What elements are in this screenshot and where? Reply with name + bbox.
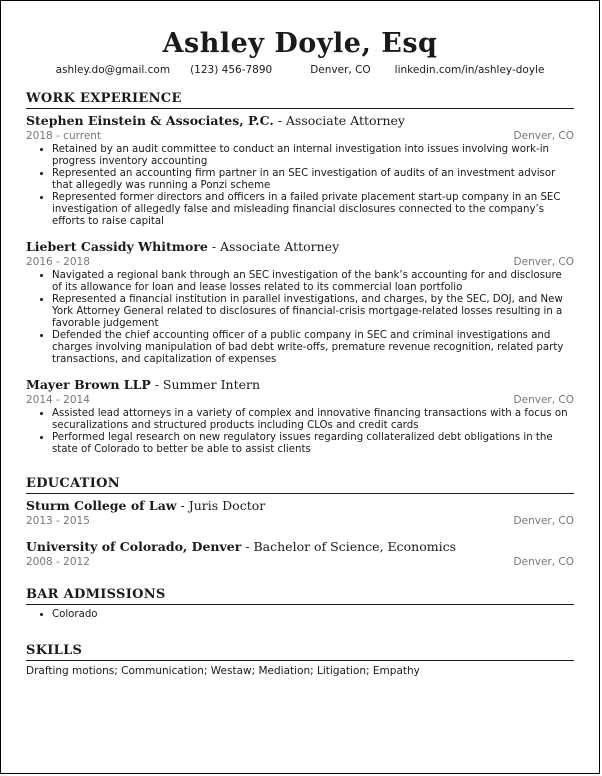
job-heading xyxy=(26,113,574,129)
job-location: Denver, CO xyxy=(513,256,574,268)
candidate-name: Ashley Doyle, Esq xyxy=(162,28,438,59)
job-bullets xyxy=(26,408,574,456)
job-location: Denver, CO xyxy=(513,130,574,142)
education-location: Denver, CO xyxy=(513,556,574,568)
job-bullet: • Retained by an audit committee to conduct an internal investigation into issues involving work-in progress inventory accounting xyxy=(52,144,574,168)
job-bullet: • Performed legal research on new regulatory issues regarding collateralized debt obligations in the state of Colorado to better be able to assist clients xyxy=(52,432,574,456)
section-title-work: WORK EXPERIENCE xyxy=(26,91,574,109)
job-role: - Associate Attorney xyxy=(273,113,405,128)
job-heading xyxy=(26,239,574,255)
job-employer: Liebert Cassidy Whitmore xyxy=(26,239,208,254)
job-role: - Summer Intern xyxy=(150,377,261,392)
job-bullet: • Assisted lead attorneys in a variety of complex and innovative financing transactions with a focus on securalizations and structured products including CLOs and credit cards xyxy=(52,408,574,432)
contact-line xyxy=(26,64,574,77)
section-title-skills: SKILLS xyxy=(26,643,574,661)
section-title-bar: BAR ADMISSIONS xyxy=(26,587,574,605)
education-meta xyxy=(26,515,574,528)
contact-phone: (123) 456-7890 xyxy=(190,64,273,76)
job-dates: 2014 - 2014 xyxy=(26,394,90,406)
job-entry xyxy=(26,113,574,228)
job-meta xyxy=(26,256,574,269)
job-bullet: • Navigated a regional bank through an SEC investigation of the bank’s accounting for and disclosure of its allowance for loan and lease losses related to its commercial loan portfolio xyxy=(52,270,574,294)
education-location: Denver, CO xyxy=(513,515,574,527)
bar-list xyxy=(26,609,574,621)
contact-email: ashley.do@gmail.com xyxy=(55,64,171,76)
job-location: Denver, CO xyxy=(513,394,574,406)
job-employer: Mayer Brown LLP xyxy=(26,377,151,392)
bar-admissions-section xyxy=(26,587,574,621)
education-heading xyxy=(26,498,574,514)
education-dates: 2013 - 2015 xyxy=(26,515,90,527)
work-experience-section xyxy=(26,91,574,456)
education-entry xyxy=(26,539,574,569)
school-name: University of Colorado, Denver xyxy=(26,539,242,554)
job-dates: 2016 - 2018 xyxy=(26,256,90,268)
job-dates: 2018 - current xyxy=(26,130,102,142)
section-title-education: EDUCATION xyxy=(26,476,574,494)
education-entry xyxy=(26,498,574,528)
degree: - Bachelor of Science, Economics xyxy=(241,539,457,554)
job-bullet: • Defended the chief accounting officer of a public company in SEC and criminal investigations and charges involving manipulation of bad debt write-offs, premature revenue recognition, related party transactions, and capitalization of expenses xyxy=(52,330,574,366)
job-entry xyxy=(26,377,574,456)
job-meta xyxy=(26,130,574,143)
job-bullet: • Represented a financial institution in parallel investigations, and charges, by the SEC, DOJ, and New York Attorney General related to disclosures of financial-crisis mortgage-related losses resulting in a favorable judgement xyxy=(52,294,574,330)
degree: - Juris Doctor xyxy=(176,498,266,513)
skills-list: Drafting motions; Communication; Westaw; Mediation; Litigation; Empathy xyxy=(26,665,420,677)
job-entry xyxy=(26,239,574,366)
bar-item: • Colorado xyxy=(52,609,574,621)
job-bullet: • Represented an accounting firm partner in an SEC investigation of audits of an investment advisor that allegedly was running a Ponzi scheme xyxy=(52,168,574,192)
education-section xyxy=(26,476,574,569)
education-meta xyxy=(26,556,574,569)
job-meta xyxy=(26,394,574,407)
job-bullets xyxy=(26,270,574,366)
school-name: Sturm College of Law xyxy=(26,498,177,513)
job-bullet: • Represented former directors and officers in a failed private placement start-up company in an SEC investigation of allegedly false and misleading financial disclosures connected to the company’s efforts to raise capital xyxy=(52,192,574,228)
job-bullets xyxy=(26,144,574,228)
contact-location: Denver, CO xyxy=(310,64,371,76)
job-heading xyxy=(26,377,574,393)
skills-section xyxy=(26,643,574,678)
job-role: - Associate Attorney xyxy=(207,239,340,254)
education-dates: 2008 - 2012 xyxy=(26,556,90,568)
job-employer: Stephen Einstein & Associates, P.C. xyxy=(26,113,274,128)
contact-linkedin: linkedin.com/in/ashley-doyle xyxy=(394,64,545,76)
education-heading xyxy=(26,539,574,555)
